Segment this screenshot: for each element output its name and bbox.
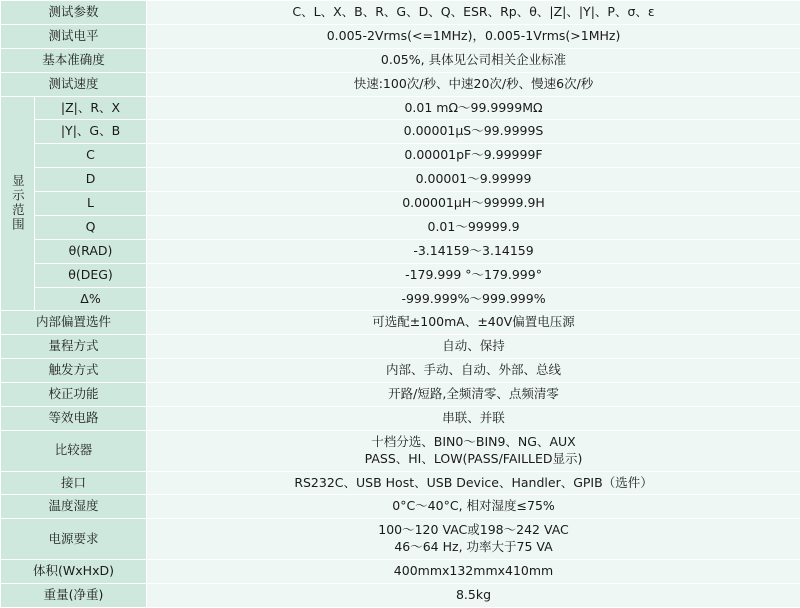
row-label: θ(DEG)	[35, 263, 147, 287]
row-value: 0.00001μS～99.9999S	[147, 120, 800, 144]
row-value: -999.999%～999.999%	[147, 287, 800, 311]
table-row	[1, 519, 800, 560]
table-row	[1, 239, 800, 263]
table-row	[1, 96, 800, 120]
row-label: D	[35, 168, 147, 192]
row-value: 串联、并联	[147, 406, 800, 430]
row-label: L	[35, 192, 147, 216]
row-label: |Y|、G、B	[35, 120, 147, 144]
group-label-display-range	[1, 96, 35, 311]
row-value	[147, 519, 800, 560]
row-value: 0.00001pF～9.99999F	[147, 144, 800, 168]
table-row	[1, 583, 800, 607]
table-row	[1, 311, 800, 335]
row-value: 开路/短路,全频清零、点频清零	[147, 383, 800, 407]
row-label: Δ%	[35, 287, 147, 311]
row-value-line: 100～120 VAC或198～242 VAC	[151, 522, 796, 539]
row-value: 0.00001～9.99999	[147, 168, 800, 192]
table-row	[1, 335, 800, 359]
table-row	[1, 471, 800, 495]
row-label: 触发方式	[1, 359, 147, 383]
table-row	[1, 495, 800, 519]
row-value: 自动、保持	[147, 335, 800, 359]
row-label: 校正功能	[1, 383, 147, 407]
table-row	[1, 72, 800, 96]
table-row	[1, 24, 800, 48]
row-value: 0.01～99999.9	[147, 215, 800, 239]
table-row	[1, 359, 800, 383]
row-value: 内部、手动、自动、外部、总线	[147, 359, 800, 383]
row-value: 0°C～40°C, 相对湿度≤75%	[147, 495, 800, 519]
row-value-line: 十档分选、BIN0～BIN9、NG、AUX	[151, 434, 796, 451]
specification-table-body	[1, 1, 800, 608]
row-label: 测试速度	[1, 72, 147, 96]
row-label: 接口	[1, 471, 147, 495]
row-value: 可选配±100mA、±40V偏置电压源	[147, 311, 800, 335]
row-label: 体积(WxHxD)	[1, 560, 147, 584]
row-value: 0.01 mΩ～99.9999MΩ	[147, 96, 800, 120]
table-row	[1, 383, 800, 407]
row-label: 测试电平	[1, 24, 147, 48]
row-label: C	[35, 144, 147, 168]
table-row	[1, 1, 800, 25]
row-label: 比较器	[1, 430, 147, 471]
table-row	[1, 406, 800, 430]
row-value-line: 46～64 Hz, 功率大于75 VA	[151, 539, 796, 556]
row-value: -179.999 °～179.999°	[147, 263, 800, 287]
row-label: 基本准确度	[1, 48, 147, 72]
table-row	[1, 120, 800, 144]
table-row	[1, 192, 800, 216]
table-row	[1, 144, 800, 168]
row-value: 400mmx132mmx410mm	[147, 560, 800, 584]
table-row	[1, 215, 800, 239]
group-label-text: 显示范围	[10, 174, 26, 232]
row-label: θ(RAD)	[35, 239, 147, 263]
row-value: 8.5kg	[147, 583, 800, 607]
row-label: Q	[35, 215, 147, 239]
table-row	[1, 168, 800, 192]
row-label: 测试参数	[1, 1, 147, 25]
row-value: C、L、X、B、R、G、D、Q、ESR、Rp、θ、|Z|、|Y|、P、σ、ε	[147, 1, 800, 25]
table-row	[1, 263, 800, 287]
row-value: 快速:100次/秒、中速20次/秒、慢速6次/秒	[147, 72, 800, 96]
row-label: 电源要求	[1, 519, 147, 560]
row-value-line: PASS、HI、LOW(PASS/FAILLED显示)	[151, 451, 796, 468]
row-value: 0.00001μH～99999.9H	[147, 192, 800, 216]
row-label: 量程方式	[1, 335, 147, 359]
table-row	[1, 287, 800, 311]
row-value: 0.005-2Vrms(<=1MHz)，0.005-1Vrms(>1MHz)	[147, 24, 800, 48]
row-value	[147, 430, 800, 471]
row-value: -3.14159～3.14159	[147, 239, 800, 263]
row-label: 内部偏置选件	[1, 311, 147, 335]
table-row	[1, 430, 800, 471]
row-value: RS232C、USB Host、USB Device、Handler、GPIB（选件）	[147, 471, 800, 495]
row-label: |Z|、R、X	[35, 96, 147, 120]
row-value: 0.05%, 具体见公司相关企业标准	[147, 48, 800, 72]
row-label: 等效电路	[1, 406, 147, 430]
row-label: 温度湿度	[1, 495, 147, 519]
table-row	[1, 48, 800, 72]
row-label: 重量(净重)	[1, 583, 147, 607]
